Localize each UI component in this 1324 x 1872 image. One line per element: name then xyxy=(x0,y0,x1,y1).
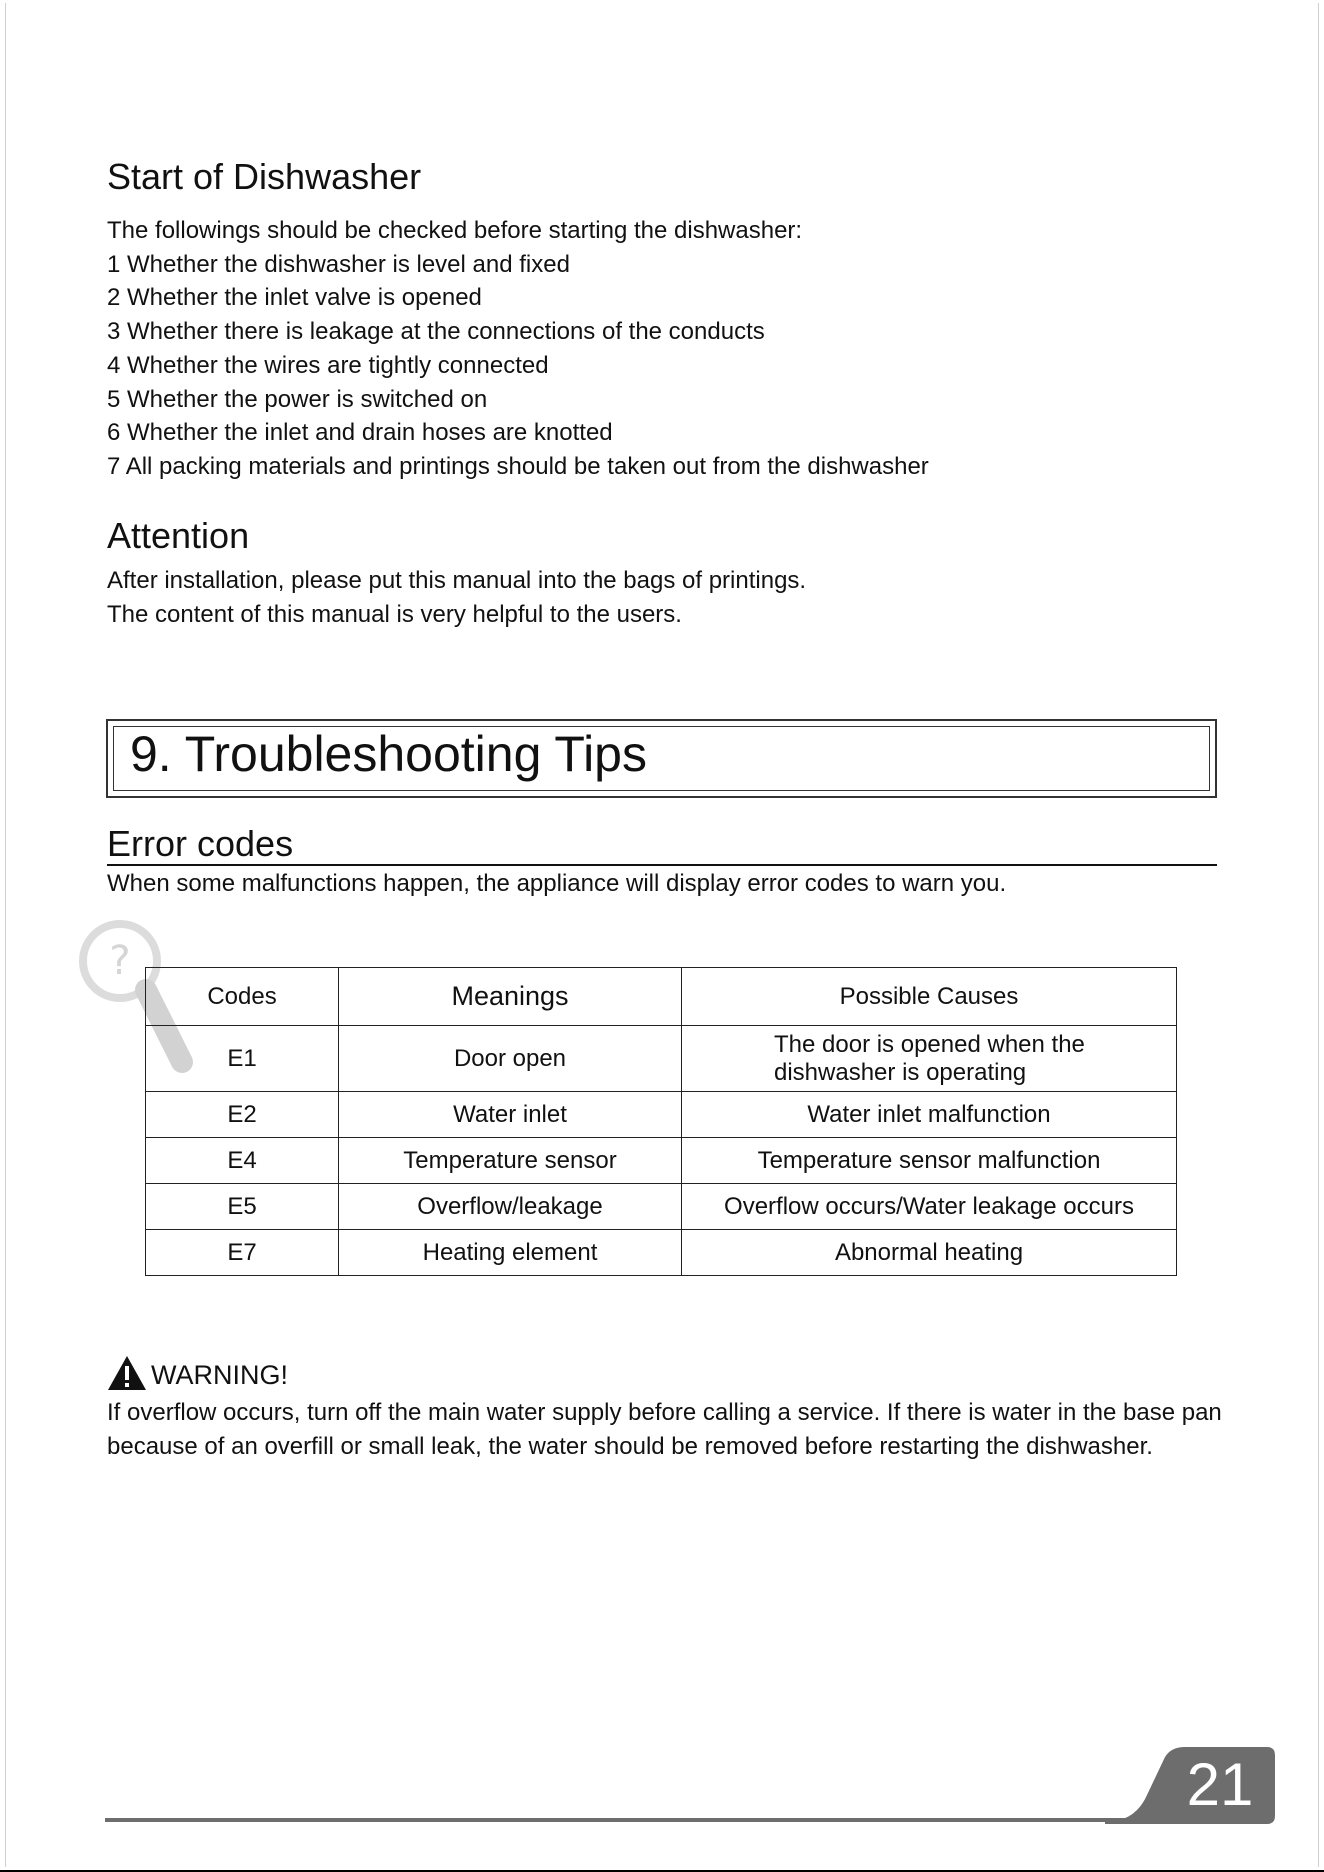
error-code: E7 xyxy=(146,1230,339,1276)
warning-triangle-icon xyxy=(107,1355,147,1391)
error-meaning: Heating element xyxy=(339,1230,682,1276)
warning-label: WARNING! xyxy=(151,1360,288,1390)
error-cause: Abnormal heating xyxy=(682,1230,1177,1276)
checklist-item: 3 Whether there is leakage at the connections of the conducts xyxy=(107,318,765,346)
error-cause: Temperature sensor malfunction xyxy=(682,1138,1177,1184)
header-codes: Codes xyxy=(146,968,339,1026)
error-meaning: Door open xyxy=(339,1026,682,1092)
footer-rule xyxy=(105,1818,1155,1822)
error-meaning: Temperature sensor xyxy=(339,1138,682,1184)
error-code: E2 xyxy=(146,1092,339,1138)
page-number: 21 xyxy=(1186,1751,1254,1818)
start-section-checklist xyxy=(107,214,929,484)
error-codes-underline xyxy=(107,864,1217,866)
error-cause: Overflow occurs/Water leakage occurs xyxy=(682,1184,1177,1230)
error-codes-table xyxy=(145,967,1177,1276)
checklist-item: 7 All packing materials and printings should be taken out from the dishwasher xyxy=(107,452,929,480)
table-row xyxy=(146,1184,1177,1230)
error-code: E4 xyxy=(146,1138,339,1184)
checklist-intro: The followings should be checked before starting the dishwasher: xyxy=(107,217,803,244)
checklist-item: 2 Whether the inlet valve is opened xyxy=(107,284,482,312)
checklist-item: 1 Whether the dishwasher is level and fixed xyxy=(107,250,570,278)
table-header-row xyxy=(146,968,1177,1026)
error-code: E1 xyxy=(146,1026,339,1092)
error-cause: Water inlet malfunction xyxy=(682,1092,1177,1138)
warning-heading xyxy=(107,1355,288,1391)
error-cause-line: dishwasher is operating xyxy=(774,1058,1027,1086)
section-title-box xyxy=(106,719,1217,798)
error-meaning: Water inlet xyxy=(339,1092,682,1138)
checklist-item: 6 Whether the inlet and drain hoses are knotted xyxy=(107,419,613,447)
error-cause xyxy=(682,1026,1177,1092)
attention-title: Attention xyxy=(107,515,250,556)
attention-line: The content of this manual is very helpful to the users. xyxy=(107,600,682,628)
attention-text xyxy=(107,564,806,631)
warning-text: If overflow occurs, turn off the main water supply before calling a service. If there is water in the base pan because of an overfill or small leak, the water should be removed before restarting the dishwasher. xyxy=(107,1399,1222,1460)
table-row xyxy=(146,1138,1177,1184)
error-cause-line: The door is opened when the xyxy=(774,1030,1085,1058)
error-codes-heading: Error codes xyxy=(107,823,294,864)
checklist-item: 4 Whether the wires are tightly connected xyxy=(107,351,549,379)
error-code: E5 xyxy=(146,1184,339,1230)
table-row xyxy=(146,1026,1177,1092)
header-possible-causes: Possible Causes xyxy=(682,968,1177,1026)
attention-line: After installation, please put this manual into the bags of printings. xyxy=(107,567,807,594)
svg-text:?: ? xyxy=(109,938,131,984)
start-section-title: Start of Dishwasher xyxy=(107,156,422,197)
section-title: 9. Troubleshooting Tips xyxy=(130,726,647,782)
error-meaning: Overflow/leakage xyxy=(339,1184,682,1230)
error-codes-intro: When some malfunctions happen, the appliance will display error codes to warn you. xyxy=(107,870,1007,897)
checklist-item: 5 Whether the power is switched on xyxy=(107,385,488,413)
table-row xyxy=(146,1230,1177,1276)
table-row xyxy=(146,1092,1177,1138)
header-meanings: Meanings xyxy=(339,968,682,1026)
